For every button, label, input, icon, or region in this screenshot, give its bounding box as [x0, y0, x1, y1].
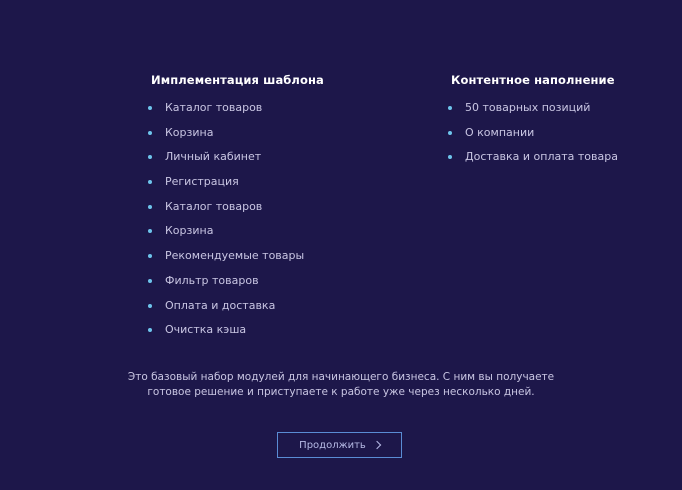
description-text [0, 370, 682, 400]
bullet-icon [148, 279, 152, 283]
content-filling-list [451, 96, 671, 170]
description-line: готовое решение и приступаете к работе уже через несколько дней. [147, 386, 535, 398]
list-item: Каталог товаров [151, 96, 391, 121]
bullet-icon [148, 328, 152, 332]
template-implementation-list [151, 96, 391, 343]
bullet-icon [148, 155, 152, 159]
bullet-icon [148, 304, 152, 308]
list-item: 50 товарных позиций [451, 96, 671, 121]
list-item: О компании [451, 121, 671, 146]
list-item: Личный кабинет [151, 145, 391, 170]
bullet-icon [148, 131, 152, 135]
list-item: Корзина [151, 219, 391, 244]
template-implementation-title: Имплементация шаблона [151, 73, 324, 87]
list-item: Очистка кэша [151, 318, 391, 343]
bullet-icon [448, 106, 452, 110]
bullet-icon [148, 254, 152, 258]
list-item: Регистрация [151, 170, 391, 195]
list-item: Оплата и доставка [151, 294, 391, 319]
list-item: Фильтр товаров [151, 269, 391, 294]
bullet-icon [148, 106, 152, 110]
continue-button[interactable] [277, 432, 402, 458]
list-item: Корзина [151, 121, 391, 146]
chevron-right-icon [373, 441, 381, 449]
template-implementation-section [151, 73, 391, 343]
list-item: Каталог товаров [151, 195, 391, 220]
content-filling-title: Контентное наполнение [451, 73, 615, 87]
list-item: Рекомендуемые товары [151, 244, 391, 269]
bullet-icon [148, 229, 152, 233]
continue-button-label: Продолжить [299, 439, 366, 451]
bullet-icon [448, 131, 452, 135]
bullet-icon [448, 155, 452, 159]
bullet-icon [148, 205, 152, 209]
description-line: Это базовый набор модулей для начинающего бизнеса. С ним вы получаете [127, 371, 555, 383]
content-filling-section [451, 73, 671, 170]
bullet-icon [148, 180, 152, 184]
list-item: Доставка и оплата товара [451, 145, 671, 170]
